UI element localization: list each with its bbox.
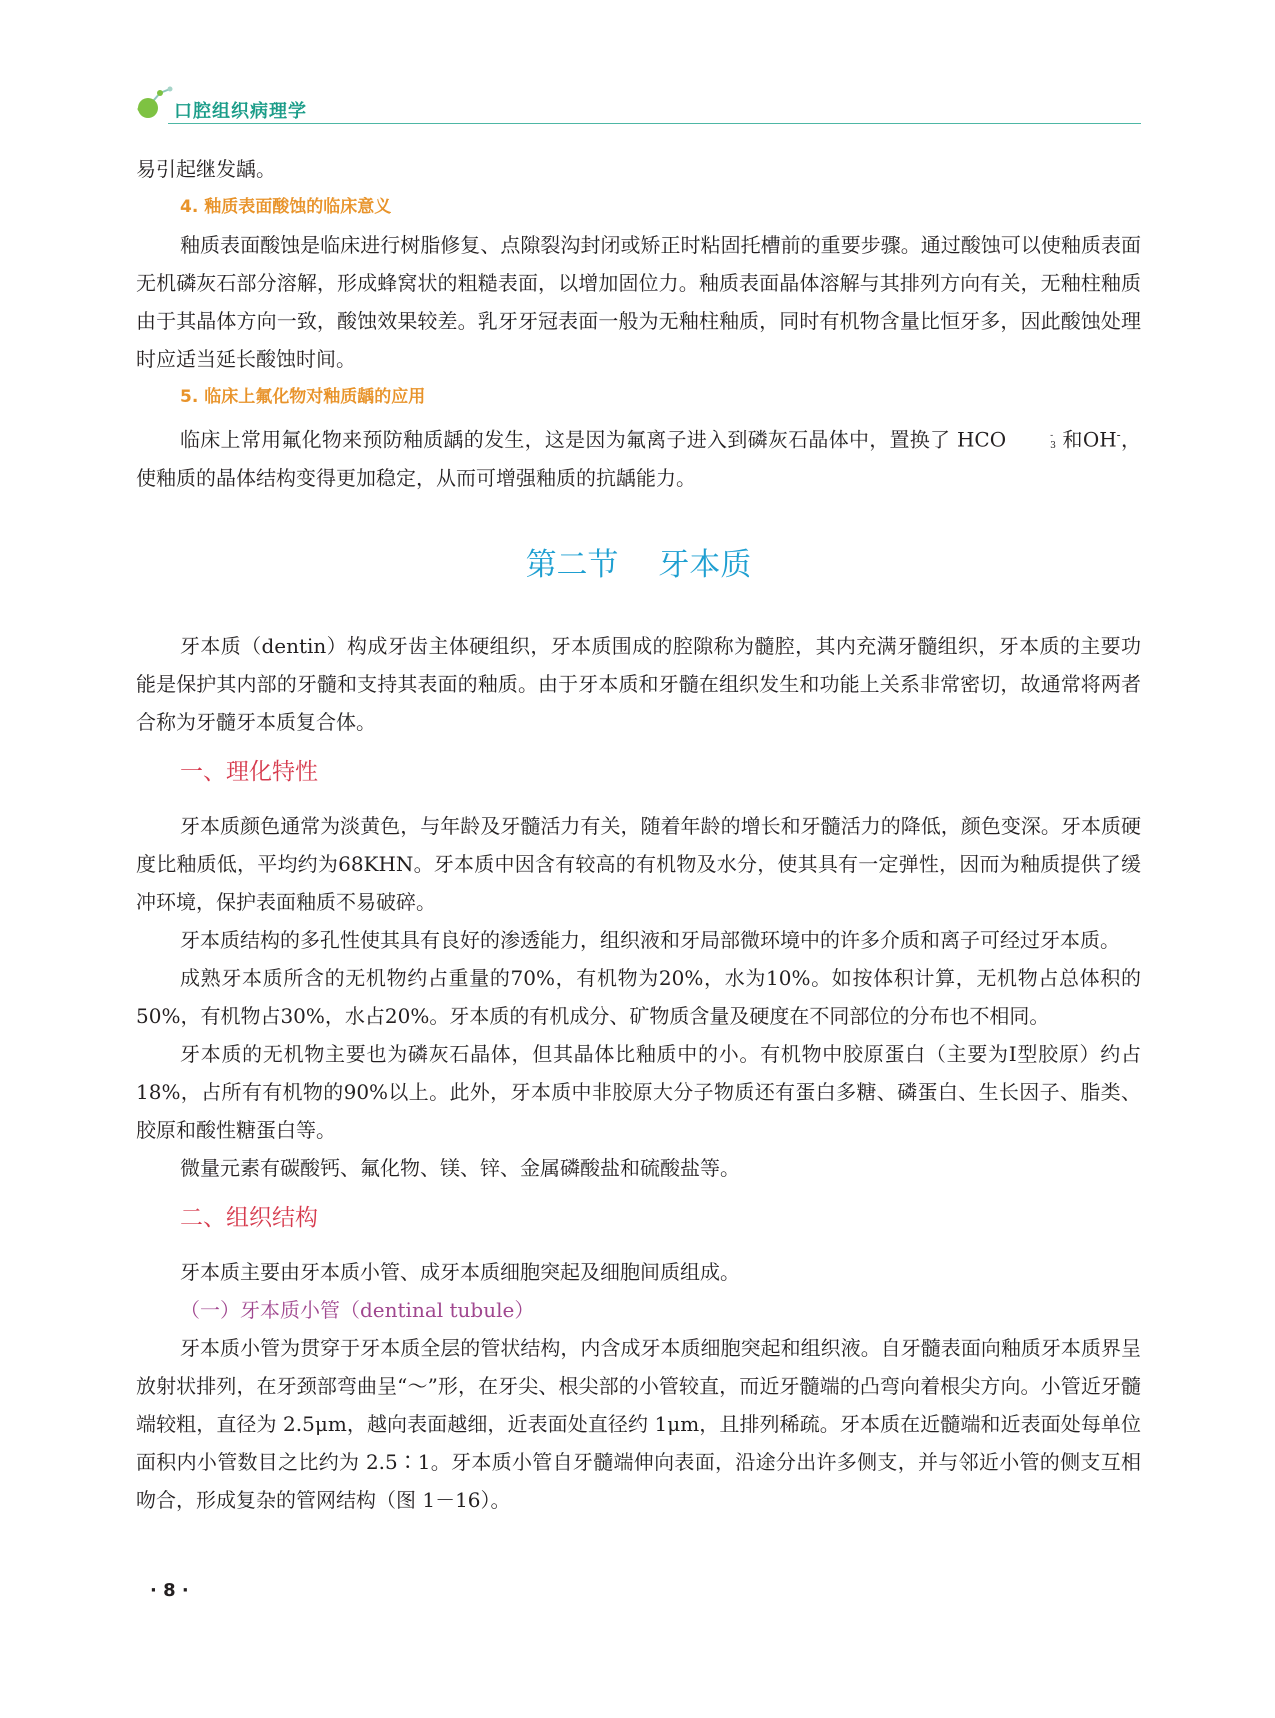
subheading-acid-etching: 4. 釉质表面酸蚀的临床意义	[180, 197, 392, 217]
paragraph-fluoride	[136, 416, 1141, 497]
paragraph-inorganic: 牙本质的无机物主要也为磷灰石晶体，但其晶体比釉质中的小。有机物中胶原蛋白（主要为Ⅰ型胶原）约占18%，占所有有机物的90%以上。此外，牙本质中非胶原大分子物质还有蛋白多糖、磷蛋白、生长因子、脂类、胶原和酸性糖蛋白等。	[136, 1041, 1141, 1142]
subheading-fluoride: 5. 临床上氟化物对釉质龋的应用	[180, 387, 426, 407]
heading-dentinal-tubule: （一）牙本质小管（dentinal tubule）	[180, 1297, 535, 1322]
header-divider	[168, 123, 1141, 124]
page-body	[136, 150, 1141, 1519]
paragraph-composition: 成熟牙本质所含的无机物约占重量的70%，有机物为20%，水为10%。如按体积计算，无机物占总体积的50%，有机物占30%，水占20%。牙本质的有机成分、矿物质含量及硬度在不同部位的分布也不相同。	[136, 965, 1141, 1028]
continued-paragraph: 易引起继发龋。	[136, 157, 276, 181]
page-number: · 8 ·	[150, 1580, 189, 1601]
molecule-logo-icon	[136, 85, 176, 125]
book-title: 口腔组织病理学	[174, 101, 307, 122]
heading-structure: 二、组织结构	[180, 1204, 318, 1231]
hco3-subscript: 3	[1050, 440, 1056, 452]
oh-charge: -	[1116, 428, 1121, 442]
fluoride-text-b: 和OH	[1055, 427, 1117, 452]
running-header	[136, 85, 1141, 129]
section-title: 第二节 牙本质	[525, 546, 752, 583]
fluoride-text-c: ，使釉质的晶体结构变得更加稳定，从而可增强釉质的抗龋能力。	[136, 427, 1142, 490]
paragraph-dentin-intro: 牙本质（dentin）构成牙齿主体硬组织，牙本质围成的腔隙称为髓腔，其内充满牙髓组织，牙本质的主要功能是保护其内部的牙髓和支持其表面的釉质。由于牙本质和牙髓在组织发生和功能上关系非常密切，故通常将两者合称为牙髓牙本质复合体。	[136, 633, 1141, 734]
paragraph-color-hardness: 牙本质颜色通常为淡黄色，与年龄及牙髓活力有关，随着年龄的增长和牙髓活力的降低，颜色变深。牙本质硬度比釉质低，平均约为68KHN。牙本质中因含有较高的有机物及水分，使其具有一定弹性，因而为釉质提供了缓冲环境，保护表面釉质不易破碎。	[136, 813, 1141, 914]
paragraph-acid-etching: 釉质表面酸蚀是临床进行树脂修复、点隙裂沟封闭或矫正时粘固托槽前的重要步骤。通过酸蚀可以使釉质表面无机磷灰石部分溶解，形成蜂窝状的粗糙表面，以增加固位力。釉质表面晶体溶解与其排列方向有关，无釉柱釉质由于其晶体方向一致，酸蚀效果较差。乳牙牙冠表面一般为无釉柱釉质，同时有机物含量比恒牙多，因此酸蚀处理时应适当延长酸蚀时间。	[136, 233, 1141, 371]
paragraph-structure-overview: 牙本质主要由牙本质小管、成牙本质细胞突起及细胞间质组成。	[180, 1259, 740, 1284]
fluoride-text-a: 临床上常用氟化物来预防釉质龋的发生，这是因为氟离子进入到磷灰石晶体中，置换了 HCO	[180, 427, 1007, 452]
paragraph-trace-elements: 微量元素有碳酸钙、氟化物、镁、锌、金属磷酸盐和硫酸盐等。	[180, 1155, 740, 1180]
paragraph-dentinal-tubule: 牙本质小管为贯穿于牙本质全层的管状结构，内含成牙本质细胞突起和组织液。自牙髓表面向釉质牙本质界呈放射状排列，在牙颈部弯曲呈“～”形，在牙尖、根尖部的小管较直，而近牙髓端的凸弯向着根尖方向。小管近牙髓端较粗，直径为 2.5μm，越向表面越细，近表面处直径约 1μm，且排列稀疏。牙本质在近髓端和近表面处每单位面积内小管数目之比约为 2.5∶1。牙本质小管自牙髓端伸向表面，沿途分出许多侧支，并与邻近小管的侧支互相吻合，形成复杂的管网结构（图 1－16）。	[136, 1335, 1141, 1512]
heading-physicochemical: 一、理化特性	[180, 758, 318, 785]
hco3-charge: -	[1050, 430, 1054, 442]
paragraph-porosity: 牙本质结构的多孔性使其具有良好的渗透能力，组织液和牙局部微环境中的许多介质和离子可经过牙本质。	[180, 927, 1120, 952]
